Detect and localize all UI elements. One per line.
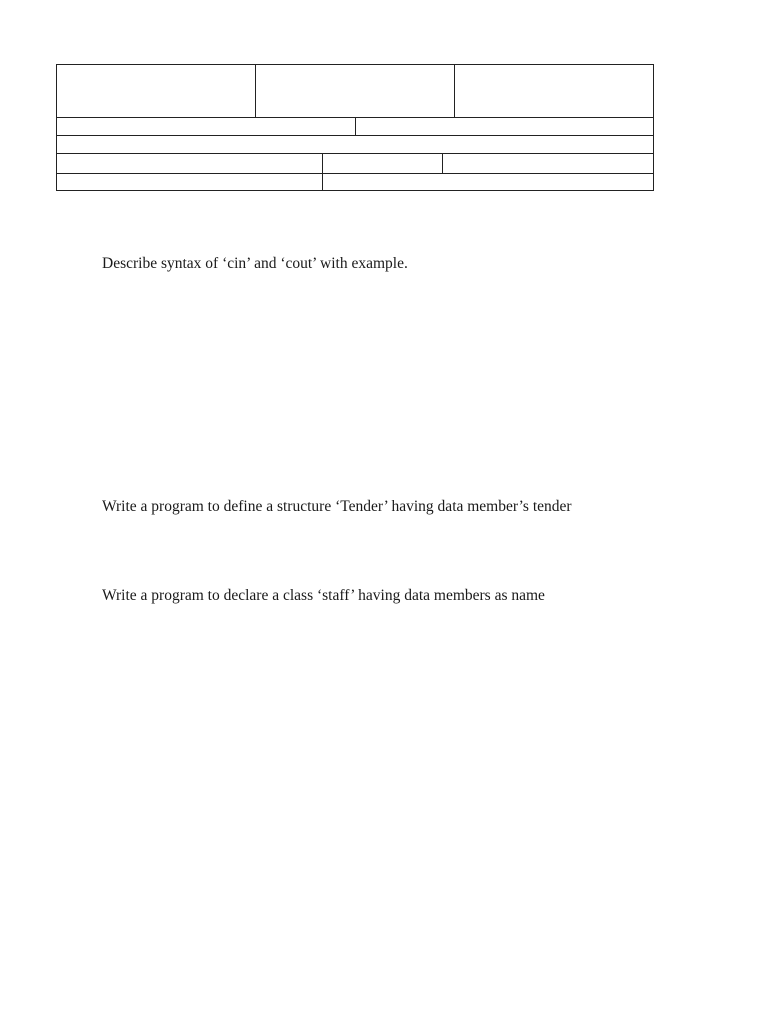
- table-cell: [442, 153, 654, 174]
- table-cell: [56, 117, 356, 136]
- question-text: Describe syntax of ‘cin’ and ‘cout’ with example.: [102, 255, 408, 272]
- table-cell: [56, 64, 256, 118]
- table-cell: [56, 173, 323, 191]
- table-cell: [454, 64, 654, 118]
- table-cell: [56, 135, 654, 154]
- question-text: Write a program to define a structure ‘Tender’ having data member’s tender: [102, 498, 572, 515]
- table-cell: [56, 153, 323, 174]
- header-form-table: [56, 64, 654, 191]
- question-text: Write a program to declare a class ‘staff’ having data members as name: [102, 587, 545, 604]
- table-cell: [322, 153, 443, 174]
- table-cell: [322, 173, 654, 191]
- table-cell: [355, 117, 654, 136]
- table-cell: [255, 64, 455, 118]
